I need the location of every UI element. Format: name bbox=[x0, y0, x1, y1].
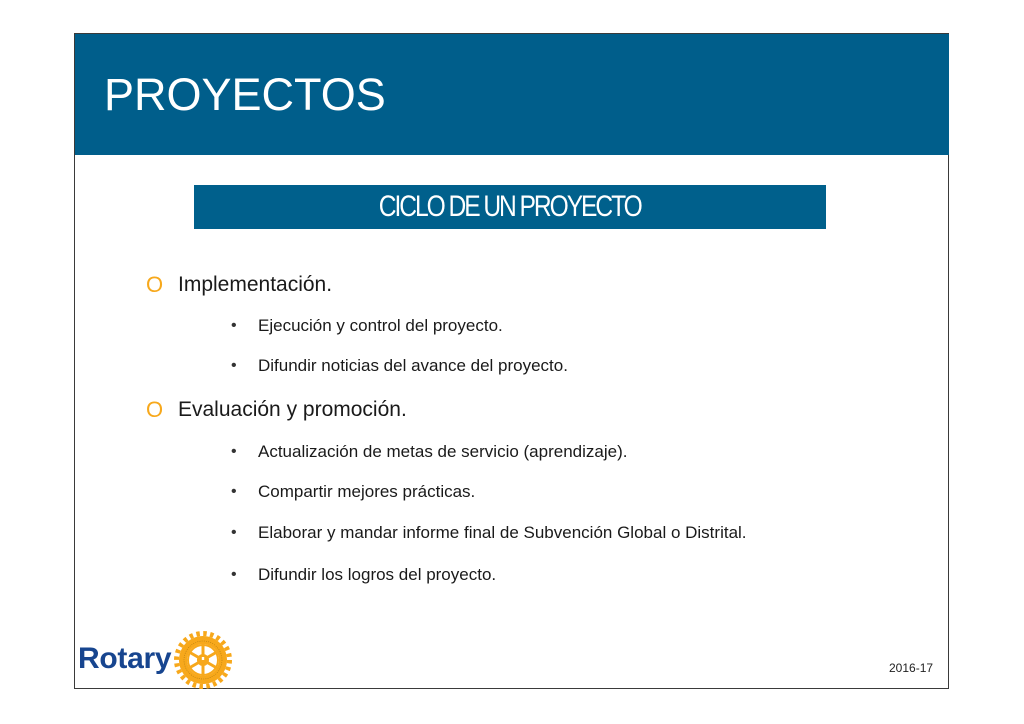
bullet-dot-icon: • bbox=[231, 566, 237, 583]
section-banner bbox=[194, 185, 826, 229]
footer-year: 2016-17 bbox=[889, 661, 934, 675]
bullet-dot-icon: • bbox=[231, 443, 237, 460]
rotary-wheel-icon bbox=[173, 630, 233, 690]
slide-title: PROYECTOS bbox=[104, 69, 386, 120]
outline-subitem: Ejecución y control del proyecto. bbox=[258, 316, 503, 335]
outline-subitem: Actualización de metas de servicio (aprendizaje). bbox=[258, 442, 628, 461]
orange-circle-bullet-icon: O bbox=[146, 272, 164, 297]
bullet-dot-icon: • bbox=[231, 317, 237, 334]
outline-subitem: Compartir mejores prácticas. bbox=[258, 482, 476, 501]
outline-subitem: Difundir los logros del proyecto. bbox=[258, 565, 497, 584]
wheel-keyway bbox=[202, 657, 204, 660]
bullet-dot-icon: • bbox=[231, 524, 237, 541]
outline-subitem: Difundir noticias del avance del proyecto. bbox=[258, 356, 568, 375]
rotary-wordmark: Rotary bbox=[78, 642, 172, 675]
outline-item-label: Evaluación y promoción. bbox=[178, 398, 407, 421]
orange-circle-bullet-icon: O bbox=[146, 397, 164, 422]
outline-item-label: Implementación. bbox=[178, 273, 333, 296]
bullet-dot-icon: • bbox=[231, 357, 237, 374]
bullet-dot-icon: • bbox=[231, 483, 237, 500]
section-banner-label: CICLO DE UN PROYECTO bbox=[378, 190, 641, 223]
outline-subitem: Elaborar y mandar informe final de Subvención Global o Distrital. bbox=[258, 523, 747, 542]
